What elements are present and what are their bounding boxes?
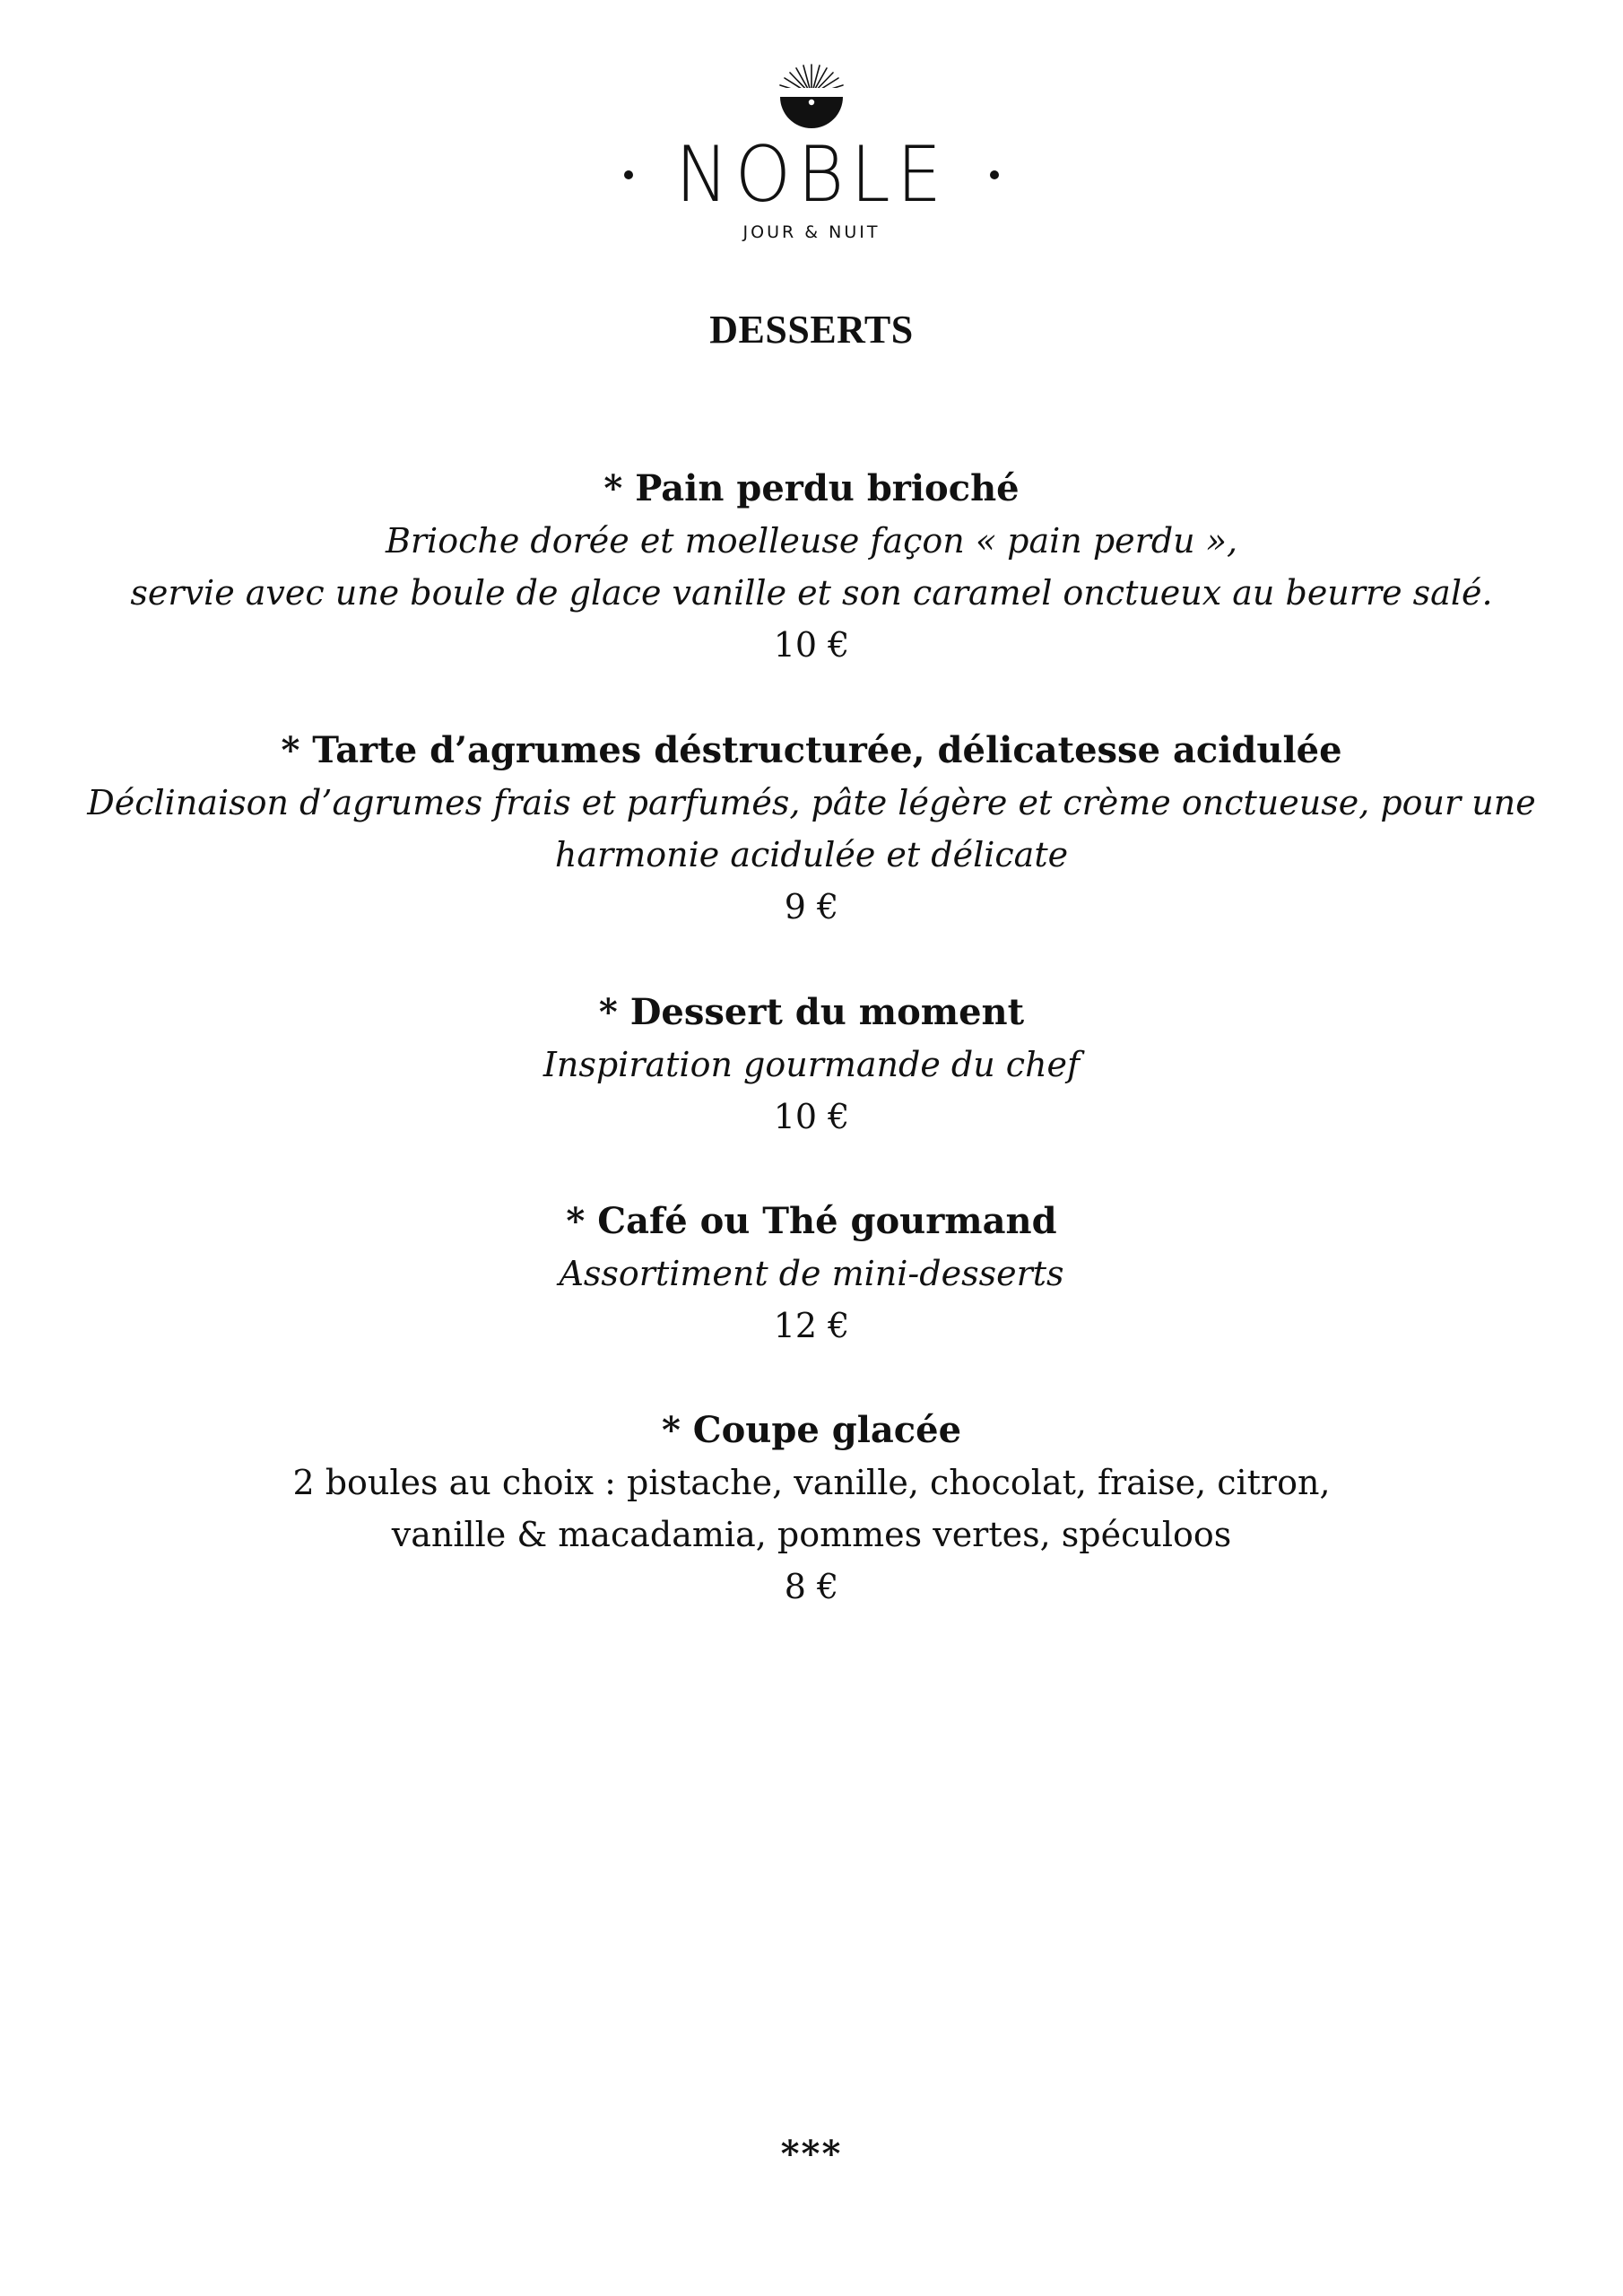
- menu-item: [54, 1405, 1569, 1613]
- menu-item: [54, 1196, 1569, 1352]
- menu-item-description: 2 boules au choix : pistache, vanille, chocolat, fraise, citron,: [292, 1463, 1331, 1502]
- menu-item-description: vanille & macadamia, pommes vertes, spéculoos: [391, 1515, 1232, 1554]
- wordmark-dot-right: [990, 170, 999, 179]
- sunrise-logo-icon: [771, 61, 852, 133]
- menu-item-name: * Tarte d’agrumes déstructurée, délicatesse acidulée: [281, 729, 1342, 771]
- brand-tagline: JOUR & NUIT: [742, 222, 881, 242]
- brand-wordmark: [0, 130, 1623, 220]
- menu-item-description: servie avec une boule de glace vanille et son caramel onctueux au beurre salé.: [130, 573, 1493, 613]
- logo: [0, 61, 1623, 133]
- menu-item-price: 10 €: [773, 1097, 850, 1136]
- menu-item-name: * Café ou Thé gourmand: [566, 1200, 1057, 1242]
- footer-separator: ***: [780, 2133, 843, 2175]
- brand-name: NOBLE: [674, 130, 949, 220]
- section-title: DESSERTS: [709, 308, 914, 352]
- menu-item-name: * Dessert du moment: [598, 991, 1025, 1033]
- menu-item-price: 12 €: [773, 1306, 850, 1345]
- menu-item: [54, 725, 1569, 933]
- menu-item-description: Déclinaison d’agrumes frais et parfumés, pâte légère et crème onctueuse, pour une: [87, 783, 1536, 822]
- menu-item-description: Assortiment de mini-desserts: [559, 1254, 1064, 1293]
- menu-item-price: 8 €: [784, 1567, 839, 1606]
- menu-item-name: * Coupe glacée: [661, 1409, 962, 1451]
- menu-item-description: Brioche dorée et moelleuse façon « pain perdu »,: [385, 521, 1238, 561]
- menu-item-price: 10 €: [773, 625, 850, 665]
- menu-item-price: 9 €: [784, 887, 839, 926]
- wordmark-dot-left: [624, 170, 633, 179]
- menu-item: [54, 463, 1569, 671]
- menu-item-name: * Pain perdu brioché: [603, 467, 1020, 509]
- menu-item-description: harmonie acidulée et délicate: [554, 835, 1069, 874]
- menu-item: [54, 987, 1569, 1143]
- menu-item-description: Inspiration gourmande du chef: [542, 1045, 1081, 1084]
